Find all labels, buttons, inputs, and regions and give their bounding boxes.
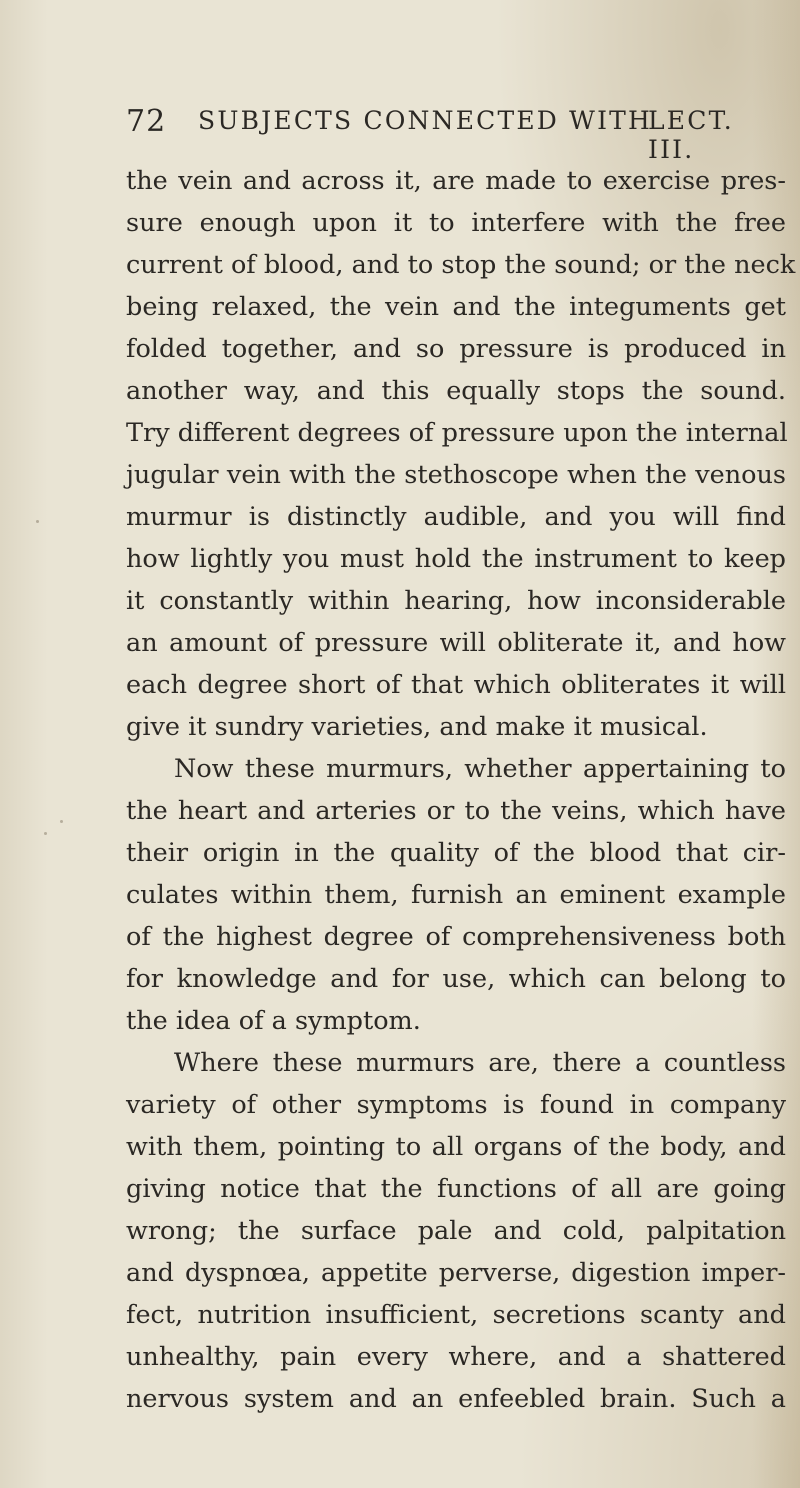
text-line: Try different degrees of pressure upon the internal	[126, 418, 788, 448]
text-line: the vein and across it, are made to exercise pres-	[126, 166, 786, 196]
text-line: their origin in the quality of the blood that cir-	[126, 838, 786, 868]
running-title: SUBJECTS CONNECTED WITH	[198, 106, 653, 135]
paragraph-start-line: Now these murmurs, whether appertaining to	[174, 754, 786, 784]
text-line: culates within them, furnish an eminent example	[126, 880, 786, 910]
text-line: variety of other symptoms is found in company	[126, 1090, 786, 1120]
text-line: fect, nutrition insufficient, secretions scanty and	[126, 1300, 786, 1330]
text-line: of the highest degree of comprehensiveness both	[126, 922, 786, 952]
text-line: an amount of pressure will obliterate it, and how	[126, 628, 786, 658]
text-line: nervous system and an enfeebled brain. Such a	[126, 1384, 786, 1414]
text-line: unhealthy, pain every where, and a shattered	[126, 1342, 786, 1372]
text-line: the heart and arteries or to the veins, which have	[126, 796, 786, 826]
text-line: sure enough upon it to interfere with the free	[126, 208, 786, 238]
text-line: jugular vein with the stethoscope when the venous	[126, 460, 786, 490]
text-line: folded together, and so pressure is produced in	[126, 334, 786, 364]
text-line: with them, pointing to all organs of the body, and	[126, 1132, 786, 1162]
text-line: giving notice that the functions of all are going	[126, 1174, 786, 1204]
text-line: being relaxed, the vein and the integuments get	[126, 292, 786, 322]
paper-speck	[60, 820, 63, 823]
running-head	[126, 104, 786, 164]
text-line: and dyspnœa, appetite perverse, digestion imper-	[126, 1258, 786, 1288]
text-line: for knowledge and for use, which can belong to	[126, 964, 786, 994]
text-line: how lightly you must hold the instrument to keep	[126, 544, 786, 574]
text-line: each degree short of that which obliterates it will	[126, 670, 786, 700]
text-line: give it sundry varieties, and make it musical.	[126, 712, 708, 742]
text-line: murmur is distinctly audible, and you will find	[126, 502, 786, 532]
paper-speck	[36, 520, 39, 523]
lecture-label: LECT. III.	[648, 106, 734, 164]
body-text	[126, 160, 796, 1420]
page-number: 72	[126, 104, 167, 139]
text-line: wrong; the surface pale and cold, palpitation	[126, 1216, 786, 1246]
text-line: the idea of a symptom.	[126, 1006, 421, 1036]
text-line: current of blood, and to stop the sound; or the neck	[126, 250, 796, 280]
text-line: it constantly within hearing, how inconsiderable	[126, 586, 786, 616]
paper-speck	[44, 832, 47, 835]
paragraph-start-line: Where these murmurs are, there a countless	[174, 1048, 786, 1078]
text-line: another way, and this equally stops the sound.	[126, 376, 786, 406]
